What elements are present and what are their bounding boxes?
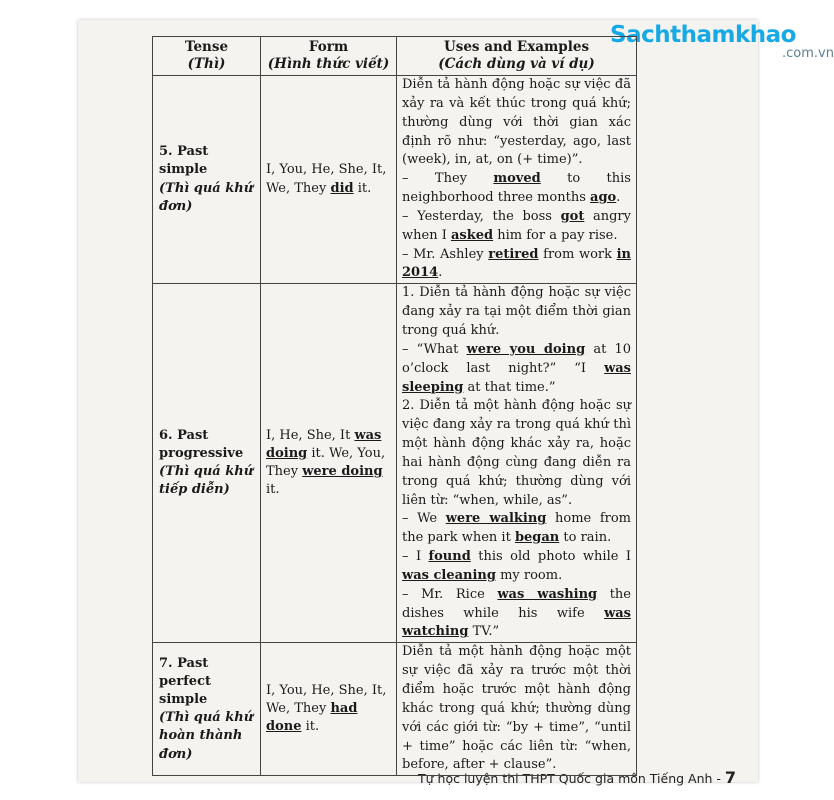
underlined-term: was doing — [266, 427, 382, 462]
text-run: to rain. — [559, 530, 612, 546]
tense-cell — [153, 643, 261, 776]
table-row — [153, 76, 637, 284]
text-run: I, He, She, It — [266, 427, 355, 443]
text-run: . — [616, 190, 621, 206]
text-run: – Yesterday, the boss — [402, 208, 561, 224]
text-run: I, You, He, She, It, We, They — [266, 682, 387, 717]
underlined-term: moved — [493, 171, 541, 187]
text-run: 1. Diễn tả hành động hoặc sự việc đang xảy ra tại một điểm thời gian trong quá khứ. — [402, 285, 631, 338]
text-run: – I — [402, 549, 429, 565]
underlined-term: retired — [488, 246, 539, 262]
table-row — [153, 643, 637, 776]
header-tense — [153, 37, 261, 76]
text-run: it. — [301, 719, 320, 735]
text-run: him for a pay rise. — [493, 227, 618, 243]
text-run: at 10 o’clock last night?” “I — [402, 341, 631, 376]
underlined-term: had done — [266, 701, 358, 735]
tense-cell — [153, 76, 261, 284]
uses-cell — [397, 643, 637, 776]
underlined-term: asked — [450, 227, 494, 243]
text-run: . — [438, 265, 443, 281]
underlined-term: was watching — [402, 605, 631, 640]
usage-paragraph — [402, 397, 631, 510]
table-header-row — [153, 37, 637, 76]
tense-name-vn: (Thì quá khứ đơn) — [159, 180, 254, 214]
usage-paragraph — [402, 284, 631, 341]
usage-paragraph — [402, 208, 631, 246]
text-run: to this neighborhood three months — [402, 171, 631, 206]
text-run: 2. Diễn tả một hành động hoặc sự việc đang xảy ra trong quá khứ thì một hành động khác xảy ra, hoặc hai hành động cùng đang diễn ra trong quá khứ; thường dùng với liên từ: “when, while, as”. — [402, 398, 631, 508]
text-run: home from the park when it — [402, 511, 632, 546]
tense-name: 7. Past perfect simple — [159, 655, 211, 708]
header-uses-vn: (Cách dùng và ví dụ) — [438, 56, 595, 72]
table-row — [153, 284, 637, 643]
tense-name: 5. Past simple — [159, 144, 209, 178]
text-run: Diễn tả một hành động hoặc một sự việc đã xảy ra trước một thời điểm hoặc trước một hành động khác trong quá khứ; thường dùng với các giới từ: “by + time”, “until + time” hoặc các liên từ: “when, before, after + clause”. — [402, 644, 631, 773]
tense-cell — [153, 284, 261, 643]
underlined-term: was sleeping — [402, 360, 631, 395]
header-uses — [397, 37, 637, 76]
text-run: – Mr. Ashley — [402, 246, 489, 262]
underlined-term: were walking — [445, 511, 547, 527]
header-uses-en: Uses and Examples — [443, 39, 590, 56]
underlined-term: found — [428, 549, 471, 565]
text-run: – We — [402, 511, 446, 527]
form-cell — [261, 76, 397, 284]
text-run: from work — [538, 246, 617, 262]
text-run: at that time.” — [463, 379, 556, 395]
tense-name-vn: (Thì quá khứ tiếp diễn) — [159, 464, 254, 498]
usage-paragraph — [402, 643, 631, 775]
usage-paragraph — [402, 548, 631, 586]
text-run: I, You, He, She, It, We, They — [266, 162, 387, 196]
text-run: it. — [266, 482, 280, 498]
text-run: angry when I — [402, 208, 631, 243]
footer-text: Tự học luyện thi THPT Quốc gia môn Tiếng Anh - — [418, 771, 725, 786]
underlined-term: ago — [590, 190, 617, 206]
usage-paragraph — [402, 170, 631, 208]
text-run: – Mr. Rice — [402, 586, 498, 602]
underlined-term: were you doing — [466, 341, 586, 357]
logo-domain: .com.vn — [782, 46, 834, 61]
underlined-term: began — [514, 530, 560, 546]
text-run: Diễn tả hành động hoặc sự việc đã xảy ra và kết thúc trong quá khứ; thường dùng với thời gian xác định rõ như: “yesterday, ago, last (week), in, at, on (+ time)”. — [402, 77, 631, 168]
form-cell — [261, 284, 397, 643]
site-logo — [610, 22, 834, 61]
text-run: – “What — [402, 341, 467, 357]
usage-paragraph — [402, 76, 631, 170]
usage-paragraph — [402, 510, 631, 548]
header-form — [261, 37, 397, 76]
logo-text: Sachthamkhao — [610, 22, 796, 48]
underlined-term: got — [560, 208, 585, 224]
underlined-term: was washing — [497, 586, 598, 602]
tense-table — [152, 36, 637, 776]
form-cell — [261, 643, 397, 776]
page-number: 7 — [724, 768, 737, 787]
uses-cell — [397, 284, 637, 643]
text-run: TV.” — [468, 624, 500, 640]
usage-paragraph — [402, 246, 631, 284]
tense-name: 6. Past progressive — [159, 427, 244, 462]
usage-paragraph — [402, 586, 631, 643]
text-run: the dishes while his wife — [402, 586, 631, 621]
header-form-vn: (Hình thức viết) — [267, 56, 390, 72]
text-run: it. — [353, 180, 372, 196]
underlined-term: were doing — [302, 464, 383, 480]
usage-paragraph — [402, 341, 631, 398]
header-tense-en: Tense — [184, 39, 229, 56]
header-form-en: Form — [308, 39, 349, 56]
underlined-term: did — [330, 180, 354, 196]
tense-name-vn: (Thì quá khứ hoàn thành đơn) — [159, 710, 254, 762]
text-run: this old photo while I — [470, 549, 632, 565]
text-run: it. We, You, They — [266, 446, 386, 480]
text-run: – They — [402, 171, 494, 187]
header-tense-vn: (Thì) — [187, 56, 226, 72]
underlined-term: was cleaning — [402, 567, 496, 583]
uses-cell — [397, 76, 637, 284]
underlined-term: in 2014 — [402, 246, 631, 281]
text-run: my room. — [495, 567, 563, 583]
